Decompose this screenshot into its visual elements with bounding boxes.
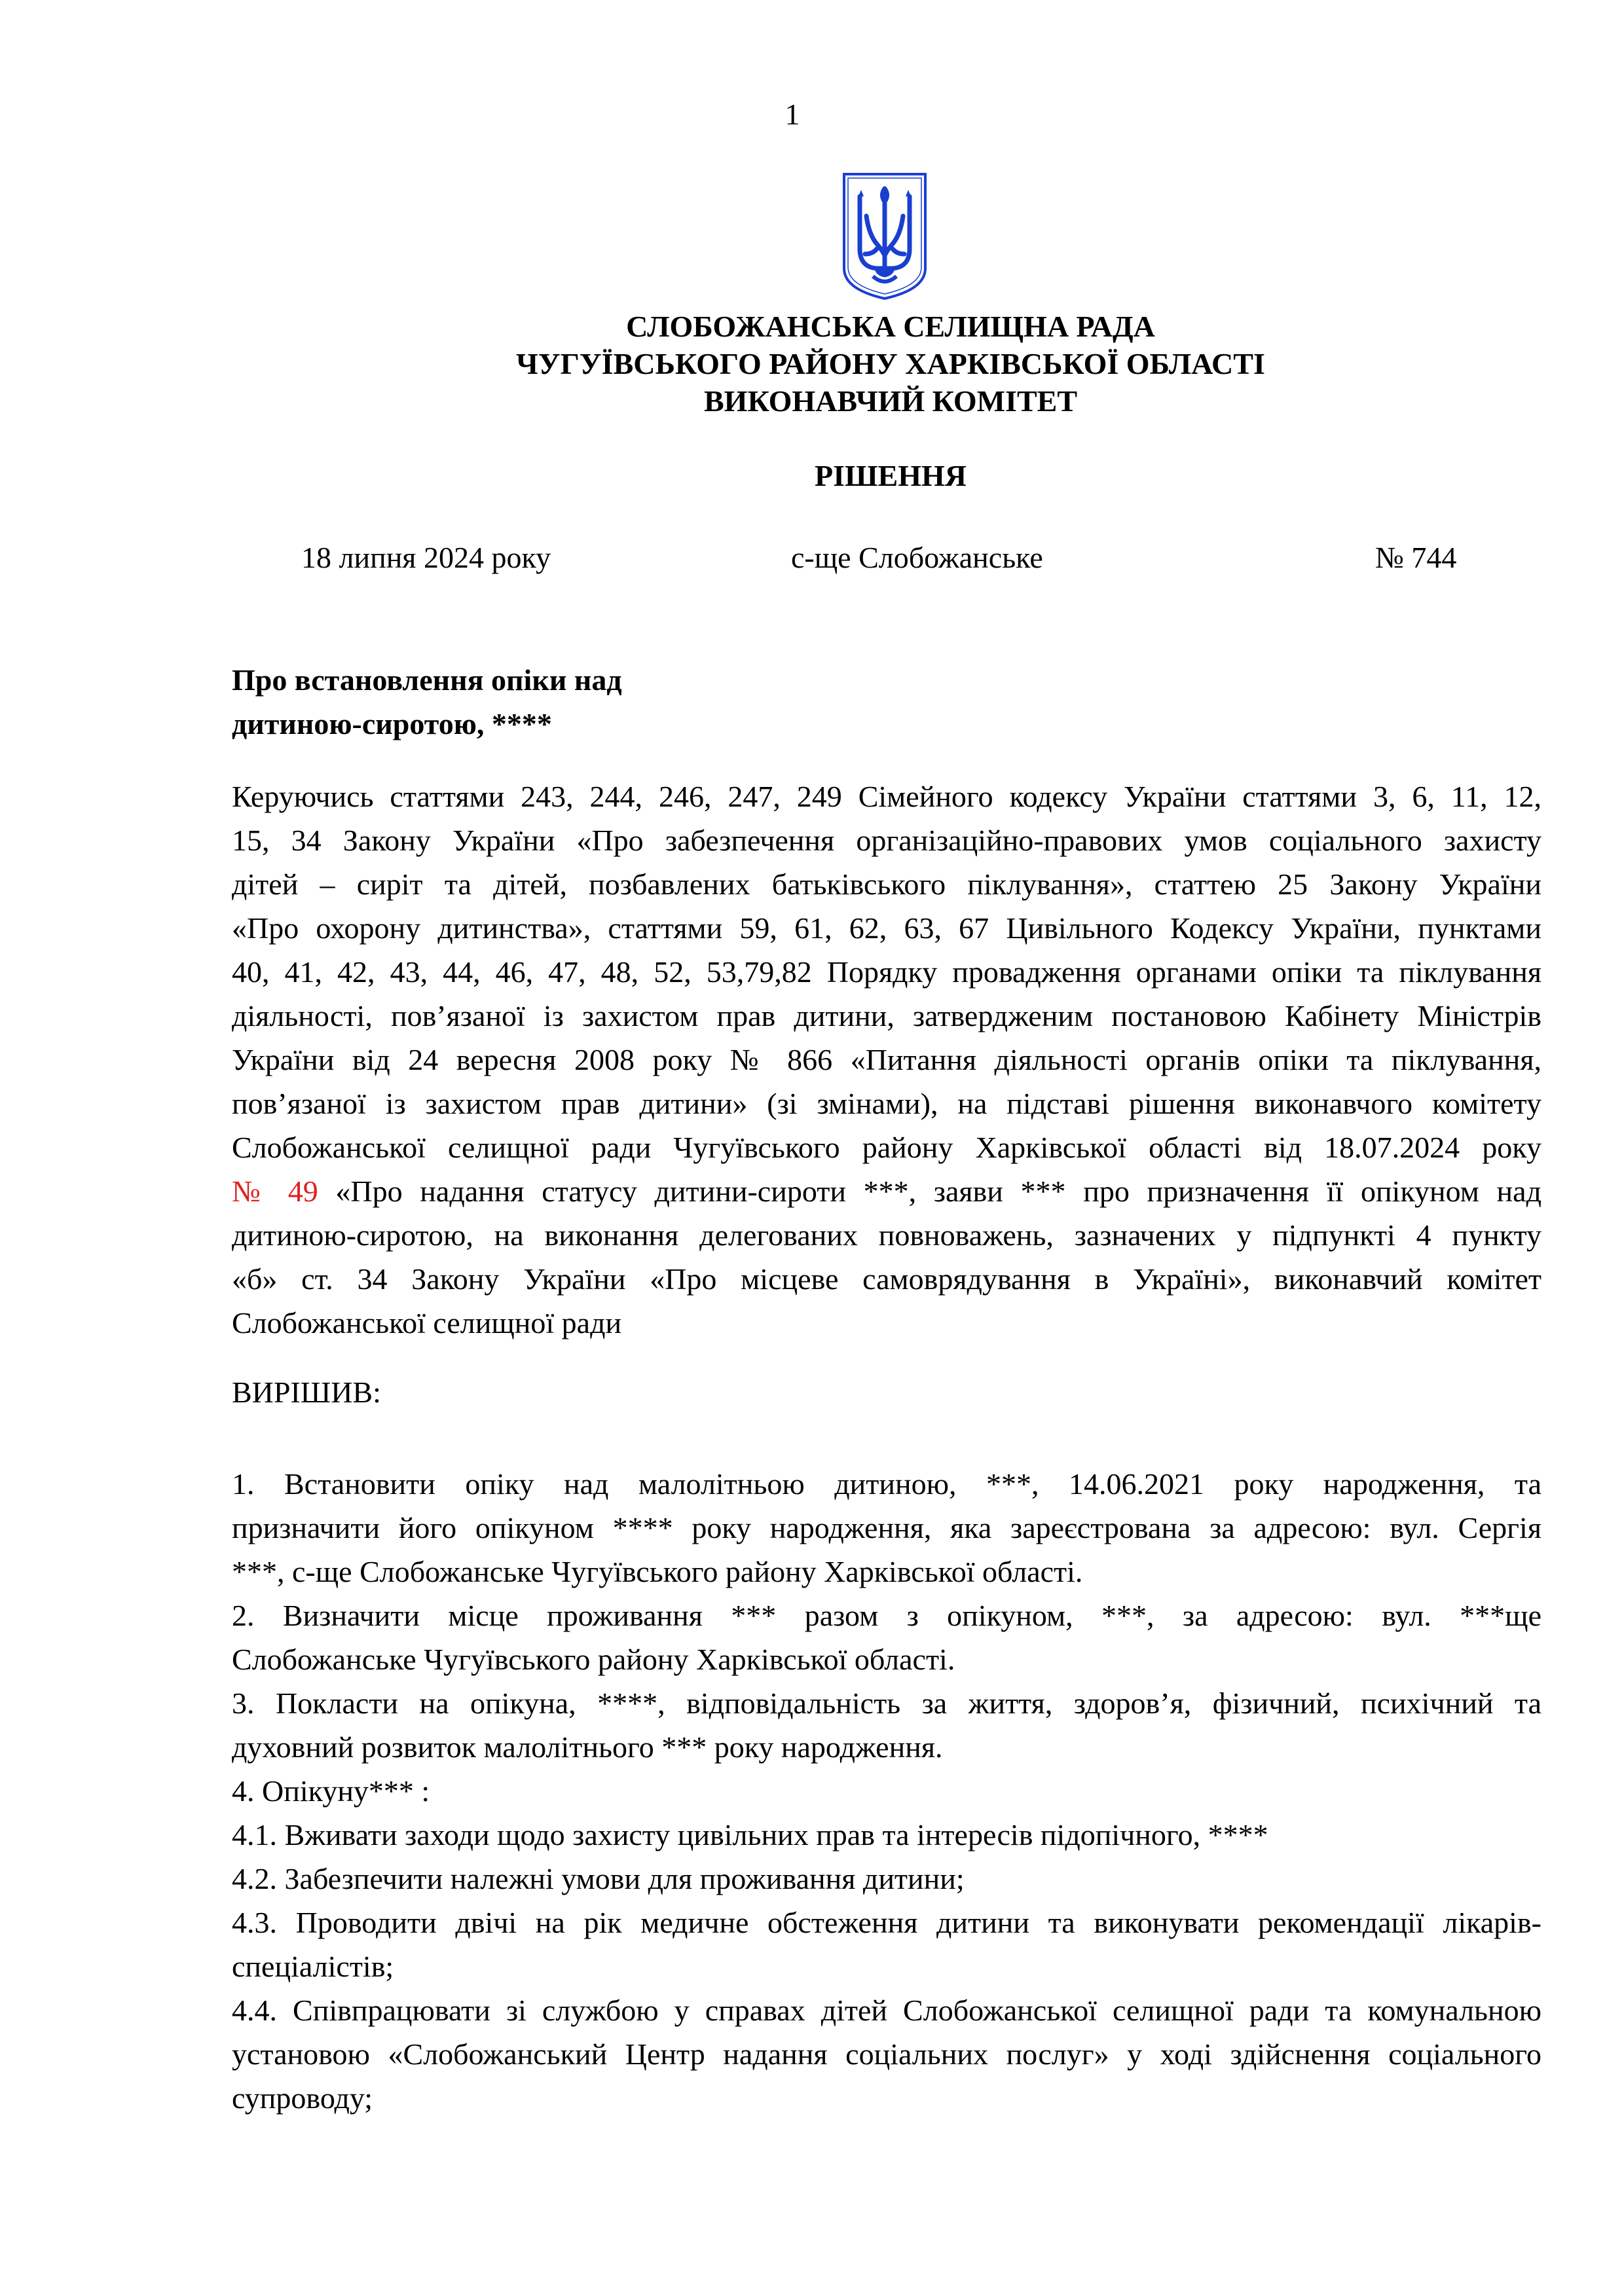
preamble-line: «б» ст. 34 Закону України «Про місцеве самоврядування в Україні», виконавчий комітет: [232, 1262, 1541, 1296]
item-4-4-line: установою «Слобожанський Центр надання соціальних послуг» у ході здійснення соціального: [232, 2037, 1541, 2071]
subject-line: Про встановлення опіки над: [232, 663, 622, 697]
decision-items: [232, 1462, 1541, 2120]
header-line-district: ЧУГУЇВСЬКОГО РАЙОНУ ХАРКІВСЬКОЇ ОБЛАСТІ: [516, 347, 1265, 380]
item-1-line: ***, с-ще Слобожанське Чугуївського району Харківської області.: [232, 1555, 1083, 1588]
decision-number: № 744: [1375, 541, 1457, 574]
item-4-4-line: супроводу;: [232, 2081, 373, 2115]
item-2-line: Слобожанське Чугуївського району Харківської області.: [232, 1643, 955, 1676]
preamble-line: дитиною-сиротою, на виконання делегованих повноважень, зазначених у підпункті 4 пункту: [232, 1218, 1541, 1252]
decision-place: с-ще Слобожанське: [791, 541, 1043, 574]
item-3-line: 3. Покласти на опікуна, ****, відповідальність за життя, здоров’я, фізичний, психічний та: [232, 1686, 1541, 1720]
item-4-3-line: спеціалістів;: [232, 1950, 394, 1983]
item-2-line: 2. Визначити місце проживання *** разом з опікуном, ***, за адресою: вул. ***ще: [232, 1599, 1541, 1632]
page-number: 1: [784, 98, 800, 131]
item-4-line: 4. Опікуну*** :: [232, 1774, 430, 1808]
preamble-line: Слобожанської селищної ради: [232, 1306, 622, 1339]
preamble-paragraph: [232, 774, 1541, 1345]
preamble-line: пов’язаної із захистом прав дитини» (зі змінами), на підставі рішення виконавчого комітету: [232, 1087, 1541, 1120]
header-line-committee: ВИКОНАВЧИЙ КОМІТЕТ: [703, 384, 1077, 418]
preamble-line: України від 24 вересня 2008 року № 866 «Питання діяльності органів опіки та піклування,: [232, 1043, 1541, 1076]
decision-date: 18 липня 2024 року: [301, 541, 551, 574]
preamble-line: «Про охорону дитинства», статтями 59, 61, 62, 63, 67 Цивільного Кодексу України, пунктами: [232, 911, 1541, 945]
decision-subject: [232, 658, 622, 746]
item-4-3-line: 4.3. Проводити двічі на рік медичне обстеження дитини та виконувати рекомендації лікарів-: [232, 1906, 1541, 1939]
item-1-line: 1. Встановити опіку над малолітньою дитиною, ***, 14.06.2021 року народження, та: [232, 1467, 1541, 1501]
decided-heading: ВИРІШИВ:: [232, 1376, 381, 1409]
preamble-line-text: «Про надання статусу дитини-сироти ***, заяви *** про призначення її опікуном над: [318, 1175, 1541, 1208]
header-line-council: СЛОБОЖАНСЬКА СЕЛИЩНА РАДА: [626, 310, 1155, 343]
preamble-line: 15, 34 Закону України «Про забезпечення організаційно-правових умов соціального захисту: [232, 824, 1541, 857]
preamble-line: Слобожанської селищної ради Чугуївського району Харківської області від 18.07.2024 року: [232, 1131, 1541, 1164]
item-1-line: призначити його опікуном **** року народження, яка зареєстрована за адресою: вул. Сергія: [232, 1511, 1541, 1544]
document-type-title: РІШЕННЯ: [815, 459, 967, 492]
item-4-1-line: 4.1. Вживати заходи щодо захисту цивільних прав та інтересів підопічного, ****: [232, 1818, 1268, 1851]
coat-of-arms-icon: [839, 170, 931, 301]
preamble-line: Керуючись статтями 243, 244, 246, 247, 249 Сімейного кодексу України статтями 3, 6, 11, 12,: [232, 780, 1541, 813]
item-3-line: духовний розвиток малолітнього *** року народження.: [232, 1730, 943, 1764]
preamble-line: 40, 41, 42, 43, 44, 46, 47, 48, 52, 53,79,82 Порядку провадження органами опіки та піклування: [232, 955, 1541, 989]
item-4-2-line: 4.2. Забезпечити належні умови для проживання дитини;: [232, 1862, 965, 1895]
preamble-line: [232, 1169, 1541, 1213]
preamble-line: дітей – сиріт та дітей, позбавлених батьківського піклування», статтею 25 Закону України: [232, 867, 1541, 901]
organization-header: [0, 308, 1624, 420]
preamble-line: діяльності, пов’язаної із захистом прав дитини, затвердженим постановою Кабінету Міністрів: [232, 999, 1541, 1032]
item-4-4-line: 4.4. Співпрацювати зі службою у справах дітей Слобожанської селищної ради та комунальною: [232, 1994, 1541, 2027]
referenced-decision-number: № 49: [232, 1175, 318, 1208]
subject-line: дитиною-сиротою, ****: [232, 707, 552, 740]
